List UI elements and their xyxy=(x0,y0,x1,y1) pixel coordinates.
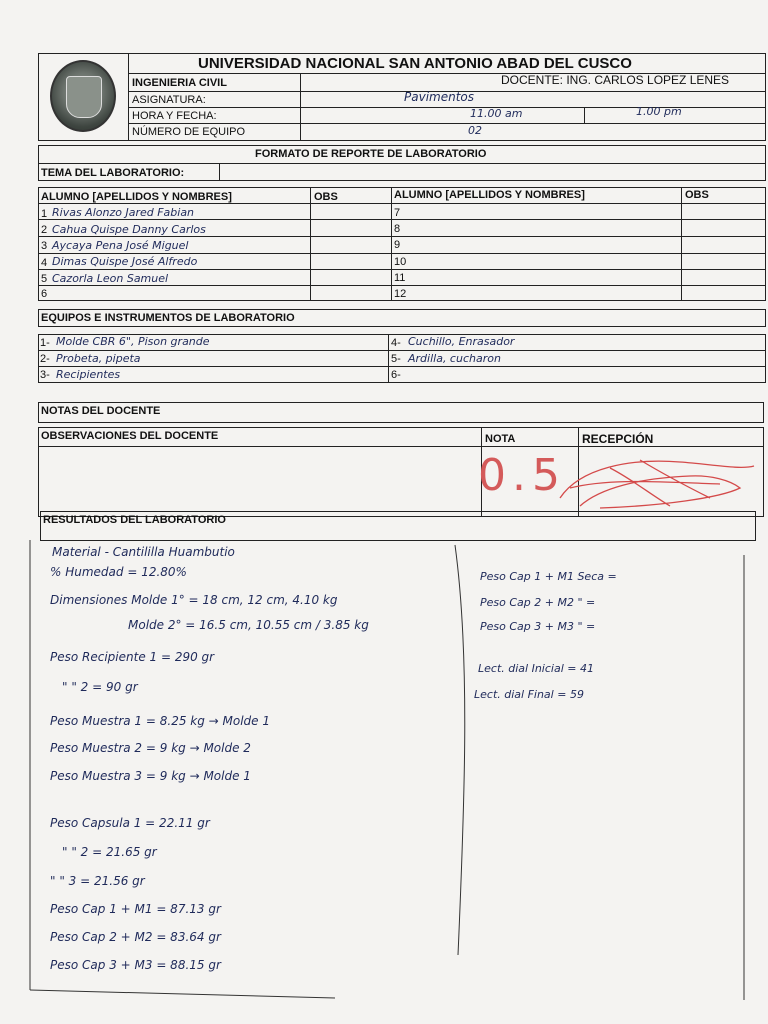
student-name: Rivas Alonzo Jared Fabian xyxy=(52,206,195,219)
grade-label: NOTA xyxy=(485,433,516,445)
students-header-name-right: ALUMNO [APELLIDOS Y NOMBRES] xyxy=(394,189,585,201)
result-line: Molde 2° = 16.5 cm, 10.55 cm / 3.85 kg xyxy=(128,618,369,632)
equipment-text: Recipientes xyxy=(56,368,121,381)
result-line: Peso Cap 2 + M2 = 83.64 gr xyxy=(50,930,221,944)
team-value: 02 xyxy=(468,124,482,137)
student-num-right: 8 xyxy=(394,223,401,235)
student-num-right: 12 xyxy=(394,288,407,300)
equipment-num: 2- xyxy=(40,353,50,365)
time-end-value: 1.00 pm xyxy=(636,105,682,118)
result-line: Peso Muestra 1 = 8.25 kg → Molde 1 xyxy=(50,714,271,728)
equipment-text: Molde CBR 6", Pison grande xyxy=(56,335,210,348)
student-name: Cahua Quispe Danny Carlos xyxy=(52,223,206,236)
subject-value: Pavimentos xyxy=(404,90,475,104)
teacher-label: DOCENTE: ING. CARLOS LOPEZ LENES xyxy=(501,73,730,87)
student-num: 6 xyxy=(41,288,48,300)
student-num: 1 xyxy=(41,208,48,220)
student-num-right: 7 xyxy=(394,207,401,219)
student-num: 5 xyxy=(41,273,48,285)
result-line: Dimensiones Molde 1° = 18 cm, 12 cm, 4.10 kg xyxy=(50,593,338,607)
equipment-num: 4- xyxy=(391,337,401,349)
student-num: 2 xyxy=(41,224,48,236)
result-line: Lect. dial Final = 59 xyxy=(474,688,584,701)
student-num-right: 10 xyxy=(394,256,407,268)
topic-label: TEMA DEL LABORATORIO: xyxy=(41,167,185,179)
reception-label: RECEPCIÓN xyxy=(582,432,654,446)
result-line: Peso Recipiente 1 = 290 gr xyxy=(50,650,215,664)
student-num-right: 9 xyxy=(394,239,401,251)
students-header-obs-left: OBS xyxy=(314,191,338,203)
equipment-title: EQUIPOS E INSTRUMENTOS DE LABORATORIO xyxy=(41,312,295,324)
result-line: Material - Cantililla Huambutio xyxy=(52,545,235,559)
result-line: " " 2 = 21.65 gr xyxy=(62,845,157,859)
students-header-name-left: ALUMNO [APELLIDOS Y NOMBRES] xyxy=(41,191,232,203)
result-line: Peso Cap 1 + M1 Seca = xyxy=(480,570,617,583)
observations-title: OBSERVACIONES DEL DOCENTE xyxy=(41,430,219,442)
faculty-label: INGENIERIA CIVIL xyxy=(132,77,227,89)
equipment-num: 5- xyxy=(391,353,401,365)
university-logo xyxy=(50,60,116,132)
equipment-text: Cuchillo, Enrasador xyxy=(408,335,515,348)
time-start-value: 11.00 am xyxy=(470,107,523,120)
result-line: Peso Cap 2 + M2 " = xyxy=(480,596,596,609)
student-name: Aycaya Pena José Miguel xyxy=(52,239,189,252)
equipment-num: 1- xyxy=(40,337,50,349)
subject-label: ASIGNATURA: xyxy=(132,94,206,106)
university-title: UNIVERSIDAD NACIONAL SAN ANTONIO ABAD DEL CUSCO xyxy=(198,55,632,72)
result-line: " " 3 = 21.56 gr xyxy=(50,874,145,888)
result-line: Peso Muestra 3 = 9 kg → Molde 1 xyxy=(50,769,251,783)
format-title: FORMATO DE REPORTE DE LABORATORIO xyxy=(255,148,487,160)
student-num-right: 11 xyxy=(394,272,406,284)
reception-signature xyxy=(540,448,760,514)
result-line: Peso Cap 3 + M3 " = xyxy=(480,620,596,633)
team-label: NÚMERO DE EQUIPO xyxy=(132,126,246,138)
teacher-notes-title: NOTAS DEL DOCENTE xyxy=(41,405,161,417)
results-title: RESULTADOS DEL LABORATORIO xyxy=(43,514,226,526)
equipment-num: 3- xyxy=(40,369,50,381)
student-num: 4 xyxy=(41,257,48,269)
result-line: Lect. dial Inicial = 41 xyxy=(478,662,594,675)
logo-divider xyxy=(128,53,129,141)
result-line: " " 2 = 90 gr xyxy=(62,680,138,694)
result-line: Peso Cap 1 + M1 = 87.13 gr xyxy=(50,902,221,916)
equipment-text: Ardilla, cucharon xyxy=(408,352,501,365)
datetime-label: HORA Y FECHA: xyxy=(132,110,217,122)
equipment-num: 6- xyxy=(391,369,401,381)
grade-value: 0.5 xyxy=(478,450,566,501)
student-name: Dimas Quispe José Alfredo xyxy=(52,255,198,268)
result-line: % Humedad = 12.80% xyxy=(50,565,187,579)
student-name: Cazorla Leon Samuel xyxy=(52,272,169,285)
result-line: Peso Capsula 1 = 22.11 gr xyxy=(50,816,210,830)
equipment-text: Probeta, pipeta xyxy=(56,352,141,365)
result-line: Peso Cap 3 + M3 = 88.15 gr xyxy=(50,958,221,972)
result-line: Peso Muestra 2 = 9 kg → Molde 2 xyxy=(50,741,251,755)
student-num: 3 xyxy=(41,240,48,252)
students-header-obs-right: OBS xyxy=(685,189,709,201)
